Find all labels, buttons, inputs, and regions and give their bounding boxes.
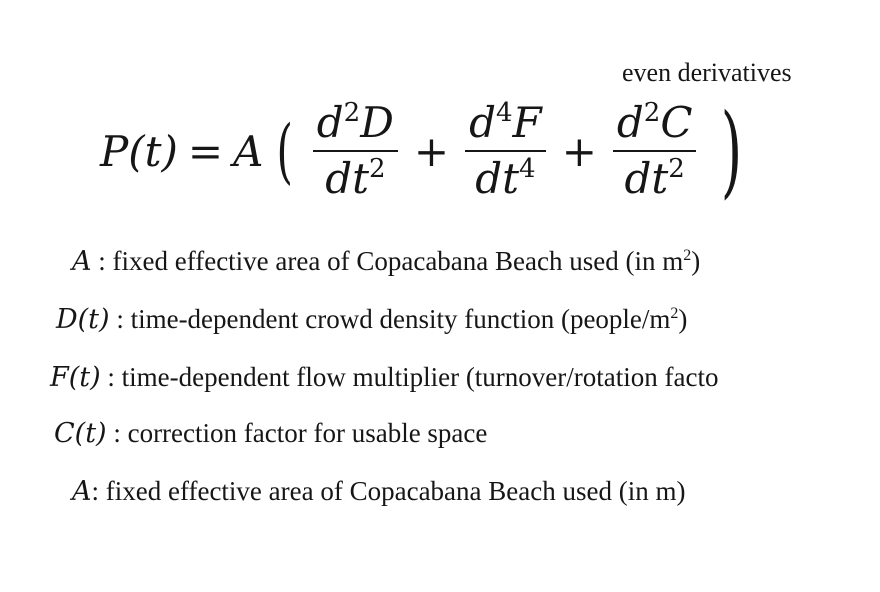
numerator-variable: F [512,98,542,147]
denominator-power: 2 [368,154,386,184]
annotation-even-derivatives: even derivatives [622,58,792,87]
close-paren: ) [721,92,743,209]
definition-text: : time-dependent flow multiplier (turnover/rotation facto [100,362,719,392]
definition-symbol: A [72,476,92,507]
fraction-term-2 [465,98,546,203]
definition-text: : time-dependent crowd density function (people/m [109,304,671,334]
denominator-power: 4 [519,154,536,184]
definition-tail: ) [678,304,688,334]
denominator-dt: dt [325,154,369,203]
equation [100,92,752,209]
definition-symbol: F(t) [50,362,101,393]
numerator-d: d [616,98,644,147]
numerator-d: d [316,98,344,147]
fraction-term-3 [613,98,697,203]
equals-sign: = [187,126,224,176]
definition-density [56,304,687,335]
denominator-dt: dt [475,154,520,203]
equation-lhs: P(t) [100,126,178,176]
open-paren: ( [276,110,294,192]
definition-flow [50,362,718,393]
plus-sign: + [413,126,450,176]
definition-superscript: 2 [670,305,679,322]
numerator-power: 2 [643,98,661,128]
definition-area [72,246,700,277]
numerator-variable: D [360,98,394,147]
definition-superscript: 2 [683,247,692,264]
numerator-d: d [469,98,496,147]
definition-text: : correction factor for usable space [106,418,488,448]
equation-factor: A [233,126,264,176]
plus-sign: + [561,126,597,176]
definition-text: : fixed effective area of Copacabana Beach used (in m) [91,476,686,506]
definition-symbol: A [72,246,92,277]
definition-symbol: C(t) [54,418,107,449]
definition-correction [54,418,487,449]
numerator-power: 4 [496,98,513,128]
definition-tail: ) [691,246,701,276]
fraction-term-1 [313,98,398,203]
denominator-power: 2 [668,154,685,184]
definition-area-repeat [72,476,685,507]
denominator-dt: dt [624,154,669,203]
definition-symbol: D(t) [56,304,110,335]
numerator-variable: C [660,98,693,147]
definition-text: : fixed effective area of Copacabana Beach used (in m [91,246,684,276]
numerator-power: 2 [343,98,361,128]
